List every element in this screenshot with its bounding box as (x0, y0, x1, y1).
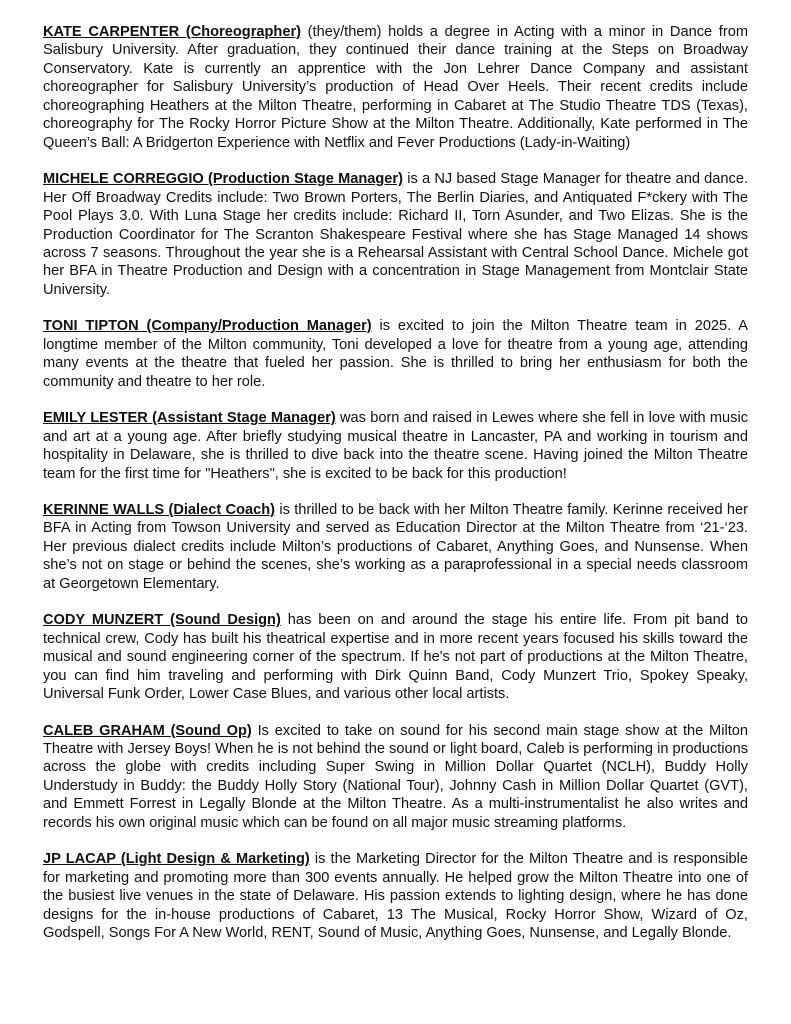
bio-body: is a NJ based Stage Manager for theatre and dance. Her Off Broadway Credits include: Two Brown Porters, The Berlin Diaries, and Antiquated F*ckery with The Pool Plays 3.0. With Luna Stage her credits include: Richard II, Torn Asunder, and Two Elizas. She is the Production Coordinator for The Scranton Shakespeare Festival where she has Stage Managed 14 shows across 7 seasons. Throughout the year she is a Rehearsal Assistant with Central School Dance. Michele got her BFA in Theatre Production and Design with a concentration in Stage Management from Montclair State University. (43, 171, 748, 298)
bio-body: was born and raised in Lewes where she fell in love with music and art at a young age. After briefly studying musical theatre in Lancaster, PA and working in tourism and hospitality in Delaware, she is thrilled to dive back into the theatre scene. Having joined the Milton Theatre team for the first time for "Heathers", she is excited to be back for this production! (43, 410, 748, 482)
bio-toni-tipton (43, 317, 748, 391)
bio-heading: CALEB GRAHAM (Sound Op) (43, 722, 252, 739)
bio-cody-munzert (43, 611, 748, 703)
bio-jp-lacap (43, 850, 748, 942)
bio-body: (they/them) holds a degree in Acting with a minor in Dance from Salisbury University. After graduation, they continued their dance training at the Steps on Broadway Conservatory. Kate is currently an apprentice with the Jon Lehrer Dance Company and assistant choreographer for Salisbury University’s production of Head Over Heels. Their recent credits include choreographing Heathers at the Milton Theatre, performing in Cabaret at The Studio Theatre TDS (Texas), choreography for The Rocky Horror Picture Show at the Milton Theatre. Additionally, Kate performed in The Queen’s Ball: A Bridgerton Experience with Netflix and Fever Productions (Lady-in-Waiting) (43, 24, 748, 151)
bio-body: is excited to join the Milton Theatre team in 2025. A longtime member of the Milton community, Toni developed a love for theatre from a young age, attending many events at the theatre that fueled her passion. She is thrilled to bring her enthusiasm for both the community and theatre to her role. (43, 318, 748, 390)
bio-body: is the Marketing Director for the Milton Theatre and is responsible for marketing and promoting more than 300 events annually. He helped grow the Milton Theatre into one of the busiest live venues in the state of Delaware. His passion extends to lighting design, where he has done designs for the in-house productions of Cabaret, 13 The Musical, Rocky Horror Show, Wizard of Oz, Godspell, Songs For A New World, RENT, Sound of Music, Anything Goes, Nunsense, and Legally Blonde. (43, 851, 748, 942)
bio-kate-carpenter (43, 23, 748, 152)
bio-body: Is excited to take on sound for his second main stage show at the Milton Theatre with Jersey Boys! When he is not behind the sound or light board, Caleb is performing in productions across the globe with credits including Super Swing in Million Dollar Quartet (NCLH), Buddy Holly Understudy in Buddy: the Buddy Holly Story (National Tour), Johnny Cash in Million Dollar Quartet (GVT), and Emmett Forrest in Legally Blonde at the Milton Theatre. As a multi-instrumentalist he also writes and records his own original music which can be found on all major music streaming platforms. (43, 722, 748, 831)
bio-heading: EMILY LESTER (Assistant Stage Manager) (43, 410, 336, 427)
bio-heading: JP LACAP (Light Design & Marketing) (43, 851, 310, 868)
bio-caleb-graham (43, 722, 748, 833)
bio-heading: KERINNE WALLS (Dialect Coach) (43, 501, 275, 518)
bio-heading: CODY MUNZERT (Sound Design) (43, 612, 281, 629)
bio-heading: MICHELE CORREGGIO (Production Stage Manager) (43, 171, 403, 188)
bio-body: has been on and around the stage his entire life. From pit band to technical crew, Cody has built his theatrical expertise and in more recent years focused his skills toward the musical and sound engineering corner of the spectrum. If he's not part of productions at the Milton Theatre, you can find him traveling and performing with Dirk Quinn Band, Cody Munzert Trio, Spokey Speaky, Universal Funk Order, Lower Case Blues, and various other local artists. (43, 612, 748, 703)
bio-heading: KATE CARPENTER (Choreographer) (43, 24, 301, 40)
bio-kerinne-walls (43, 501, 748, 593)
bio-heading: TONI TIPTON (Company/Production Manager) (43, 318, 372, 335)
bio-document (43, 23, 748, 942)
bio-body: is thrilled to be back with her Milton Theatre family. Kerinne received her BFA in Acting from Towson University and served as Education Director at the Milton Theatre from ‘21-‘23. Her previous dialect credits include Milton’s productions of Cabaret, Anything Goes, and Nunsense. When she’s not on stage or behind the scenes, she’s working as a paraprofessional in a special needs classroom at Georgetown Elementary. (43, 501, 749, 592)
bio-emily-lester (43, 409, 748, 483)
bio-michele-correggio (43, 170, 748, 299)
